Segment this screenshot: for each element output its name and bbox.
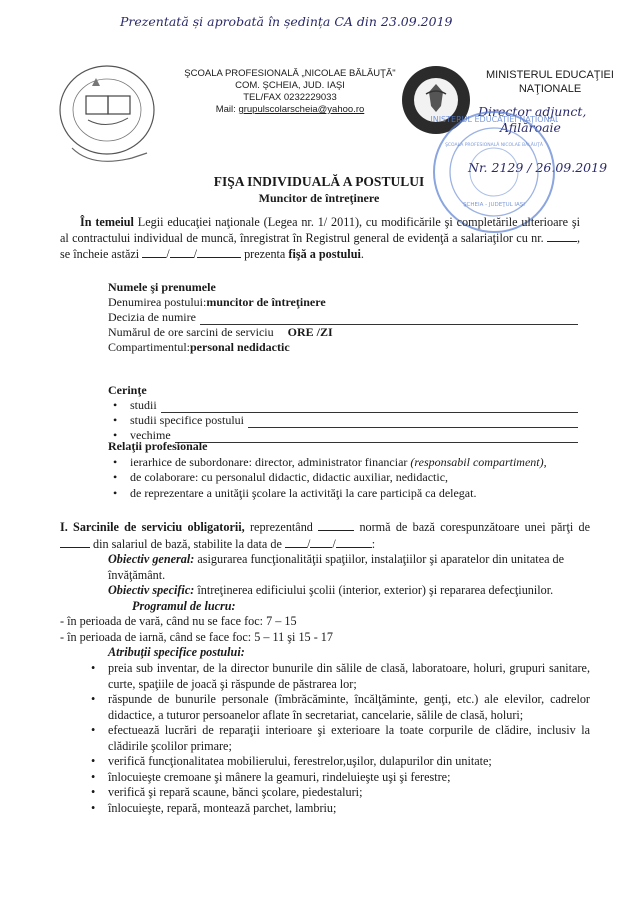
- school-phone: TEL/FAX 0232229033: [243, 92, 337, 103]
- dept-row: [108, 340, 578, 355]
- school-header: [170, 68, 410, 116]
- mail-label: Mail:: [215, 104, 239, 115]
- requirements-heading: Cerinţe: [108, 383, 147, 397]
- document-title: [0, 174, 638, 206]
- duties-heading: Atribuţii specifice postului:: [108, 645, 245, 659]
- decision-label: Decizia de numire: [108, 310, 196, 324]
- dept-label: Compartimentul:: [108, 340, 190, 354]
- duty-item: • efectuează lucrări de reparaţii interioare şi exterioare la toate corpurile de clădire, inclusiv la clădirile şcolilor primare;: [108, 723, 590, 754]
- work-program-heading: Programul de lucru:: [132, 598, 236, 613]
- school-name: ŞCOALA PROFESIONALĂ „NICOLAE BĂLĂUŢĂ": [184, 68, 396, 79]
- requirement-item: • studii specifice postului: [130, 413, 578, 428]
- relation-item: • de colaborare: cu personalul didactic, didactic auxiliar, nedidactic,: [130, 470, 628, 486]
- employee-fields: [108, 280, 578, 355]
- obligations-intro: I. Sarcinile de serviciu obligatorii, reprezentând normă de bază corespunzătoare unei părţi de din salariul de bază, stabilite la data de / / :: [60, 520, 590, 551]
- stamp-inner-text: ŞCOALA PROFESIONALĂ NICOLAE BĂLĂUŢĂ: [445, 143, 543, 148]
- requirement-blank[interactable]: [248, 416, 578, 428]
- obligations-heading: I. Sarcinile de serviciu obligatorii,: [60, 520, 245, 534]
- general-objective: Obiectiv general: asigurarea funcţionalităţii spaţiilor, instalaţiilor şi aparatelor din unitatea de învăţământ.: [108, 552, 565, 582]
- intro-paragraph: În temeiul Legii educaţiei naţionale (Legea nr. 1/ 2011), cu modificările şi completările ulterioare şi al contractului individual de muncă, înregistrat în Registrul general de evidenţă a salariaţilor cu nr. , se încheie astăzi / / prezenta fişă a postului.: [60, 215, 580, 261]
- date-year-blank[interactable]: [197, 246, 241, 258]
- decision-blank[interactable]: [200, 313, 578, 325]
- specific-objective: Obiectiv specific: întreţinerea edificiului şcolii (interior, exterior) şi repararea defecţiunilor.: [108, 583, 554, 597]
- section-obligations: [60, 519, 590, 661]
- requirement-item: • vechime: [130, 428, 578, 443]
- relations-heading: Relaţii profesionale: [108, 439, 208, 453]
- director-title: Director adjunct,: [478, 104, 587, 119]
- hours-row: [108, 325, 578, 340]
- duty-item: • verifică funcţionalitatea mobilierului, ferestrelor,uşilor, dulapurilor din unitate;: [108, 754, 590, 770]
- title-sub: Muncitor de întreţinere: [258, 191, 380, 205]
- requirement-item: • studii: [130, 398, 578, 413]
- winter-schedule: - în perioada de iarnă, când se face foc: 5 – 11 şi 15 - 17: [60, 629, 333, 644]
- relation-item: • ierarhice de subordonare: director, administrator financiar (responsabil compartiment),: [130, 455, 628, 471]
- start-year-blank[interactable]: [336, 536, 372, 548]
- salary-part-blank[interactable]: [60, 536, 90, 548]
- post-value: muncitor de întreţinere: [206, 295, 326, 309]
- relations-section: [108, 439, 628, 501]
- hours-value: ORE /ZI: [287, 325, 333, 339]
- ministry-line-2: NAŢIONALE: [518, 83, 582, 95]
- ministry-header: [470, 68, 630, 96]
- school-mail: [170, 104, 410, 116]
- duty-item: • înlocuieşte cremoane şi mânere la geamuri, rindeluieşte uşi şi ferestre;: [108, 770, 590, 786]
- start-day-blank[interactable]: [285, 536, 307, 548]
- date-day-blank[interactable]: [142, 246, 166, 258]
- dept-value: personal nedidactic: [190, 340, 290, 354]
- summer-schedule: - în perioada de vară, când nu se face foc: 7 – 15: [60, 614, 297, 628]
- norm-blank[interactable]: [318, 519, 354, 531]
- relation-item: • de reprezentare a unităţii şcolare la activităţi la care participă ca delegat.: [130, 486, 628, 502]
- start-month-blank[interactable]: [310, 536, 332, 548]
- title-main: FIŞA INDIVIDUALĂ A POSTULUI: [213, 174, 425, 189]
- ministry-line-1: MINISTERUL EDUCAŢIEI: [486, 69, 614, 81]
- duty-item: • răspunde de bunurile personale (îmbrăcăminte, încălţăminte, genţi, etc.) ale elevilor, cadrelor didactice, a tuturor persoanelor aflate în secretariat, cancelarie, sălile de clasă, holuri;: [108, 692, 590, 723]
- decision-row: [108, 310, 578, 325]
- handwritten-approval-note: Prezentată și aprobată în ședința CA din 23.09.2019: [120, 14, 453, 29]
- director-signature: Afilăroaie: [500, 120, 561, 135]
- requirements-section: [108, 383, 578, 443]
- date-month-blank[interactable]: [170, 246, 194, 258]
- duty-item: • verifică şi repară scaune, bănci şcolare, piedestaluri;: [108, 785, 590, 801]
- stamp-county-text: ŞCHEIA - JUDEŢUL IAŞI: [463, 202, 525, 208]
- name-label: Numele şi prenumele: [108, 280, 216, 294]
- requirement-blank[interactable]: [161, 401, 578, 413]
- duties-list: [60, 661, 590, 816]
- registration-number: Nr. 2129 / 26.09.2019: [468, 160, 608, 175]
- post-label: Denumirea postului:: [108, 295, 207, 309]
- school-address: COM. ŞCHEIA, JUD. IAŞI: [235, 80, 345, 91]
- hours-label: Numărul de ore sarcini de serviciu: [108, 325, 274, 339]
- school-logo: [52, 58, 162, 168]
- name-row: [108, 280, 578, 295]
- mail-link[interactable]: grupulscolarscheia@yahoo.ro: [238, 104, 365, 115]
- duty-item: • preia sub inventar, de la director bunurile din sălile de clasă, laboratoare, holuri, grupuri sanitare, curte, spaţiile de joacă şi răspunde de păstrarea lor;: [108, 661, 590, 692]
- intro-lead: În temeiul: [80, 215, 134, 229]
- duty-item: • înlocuieşte, repară, montează parchet, lambriu;: [108, 801, 590, 817]
- register-number-blank[interactable]: [547, 230, 577, 242]
- stamp-outer-text: MINISTERUL EDUCAŢIEI NAŢIONALE: [430, 115, 558, 124]
- post-row: [108, 295, 578, 310]
